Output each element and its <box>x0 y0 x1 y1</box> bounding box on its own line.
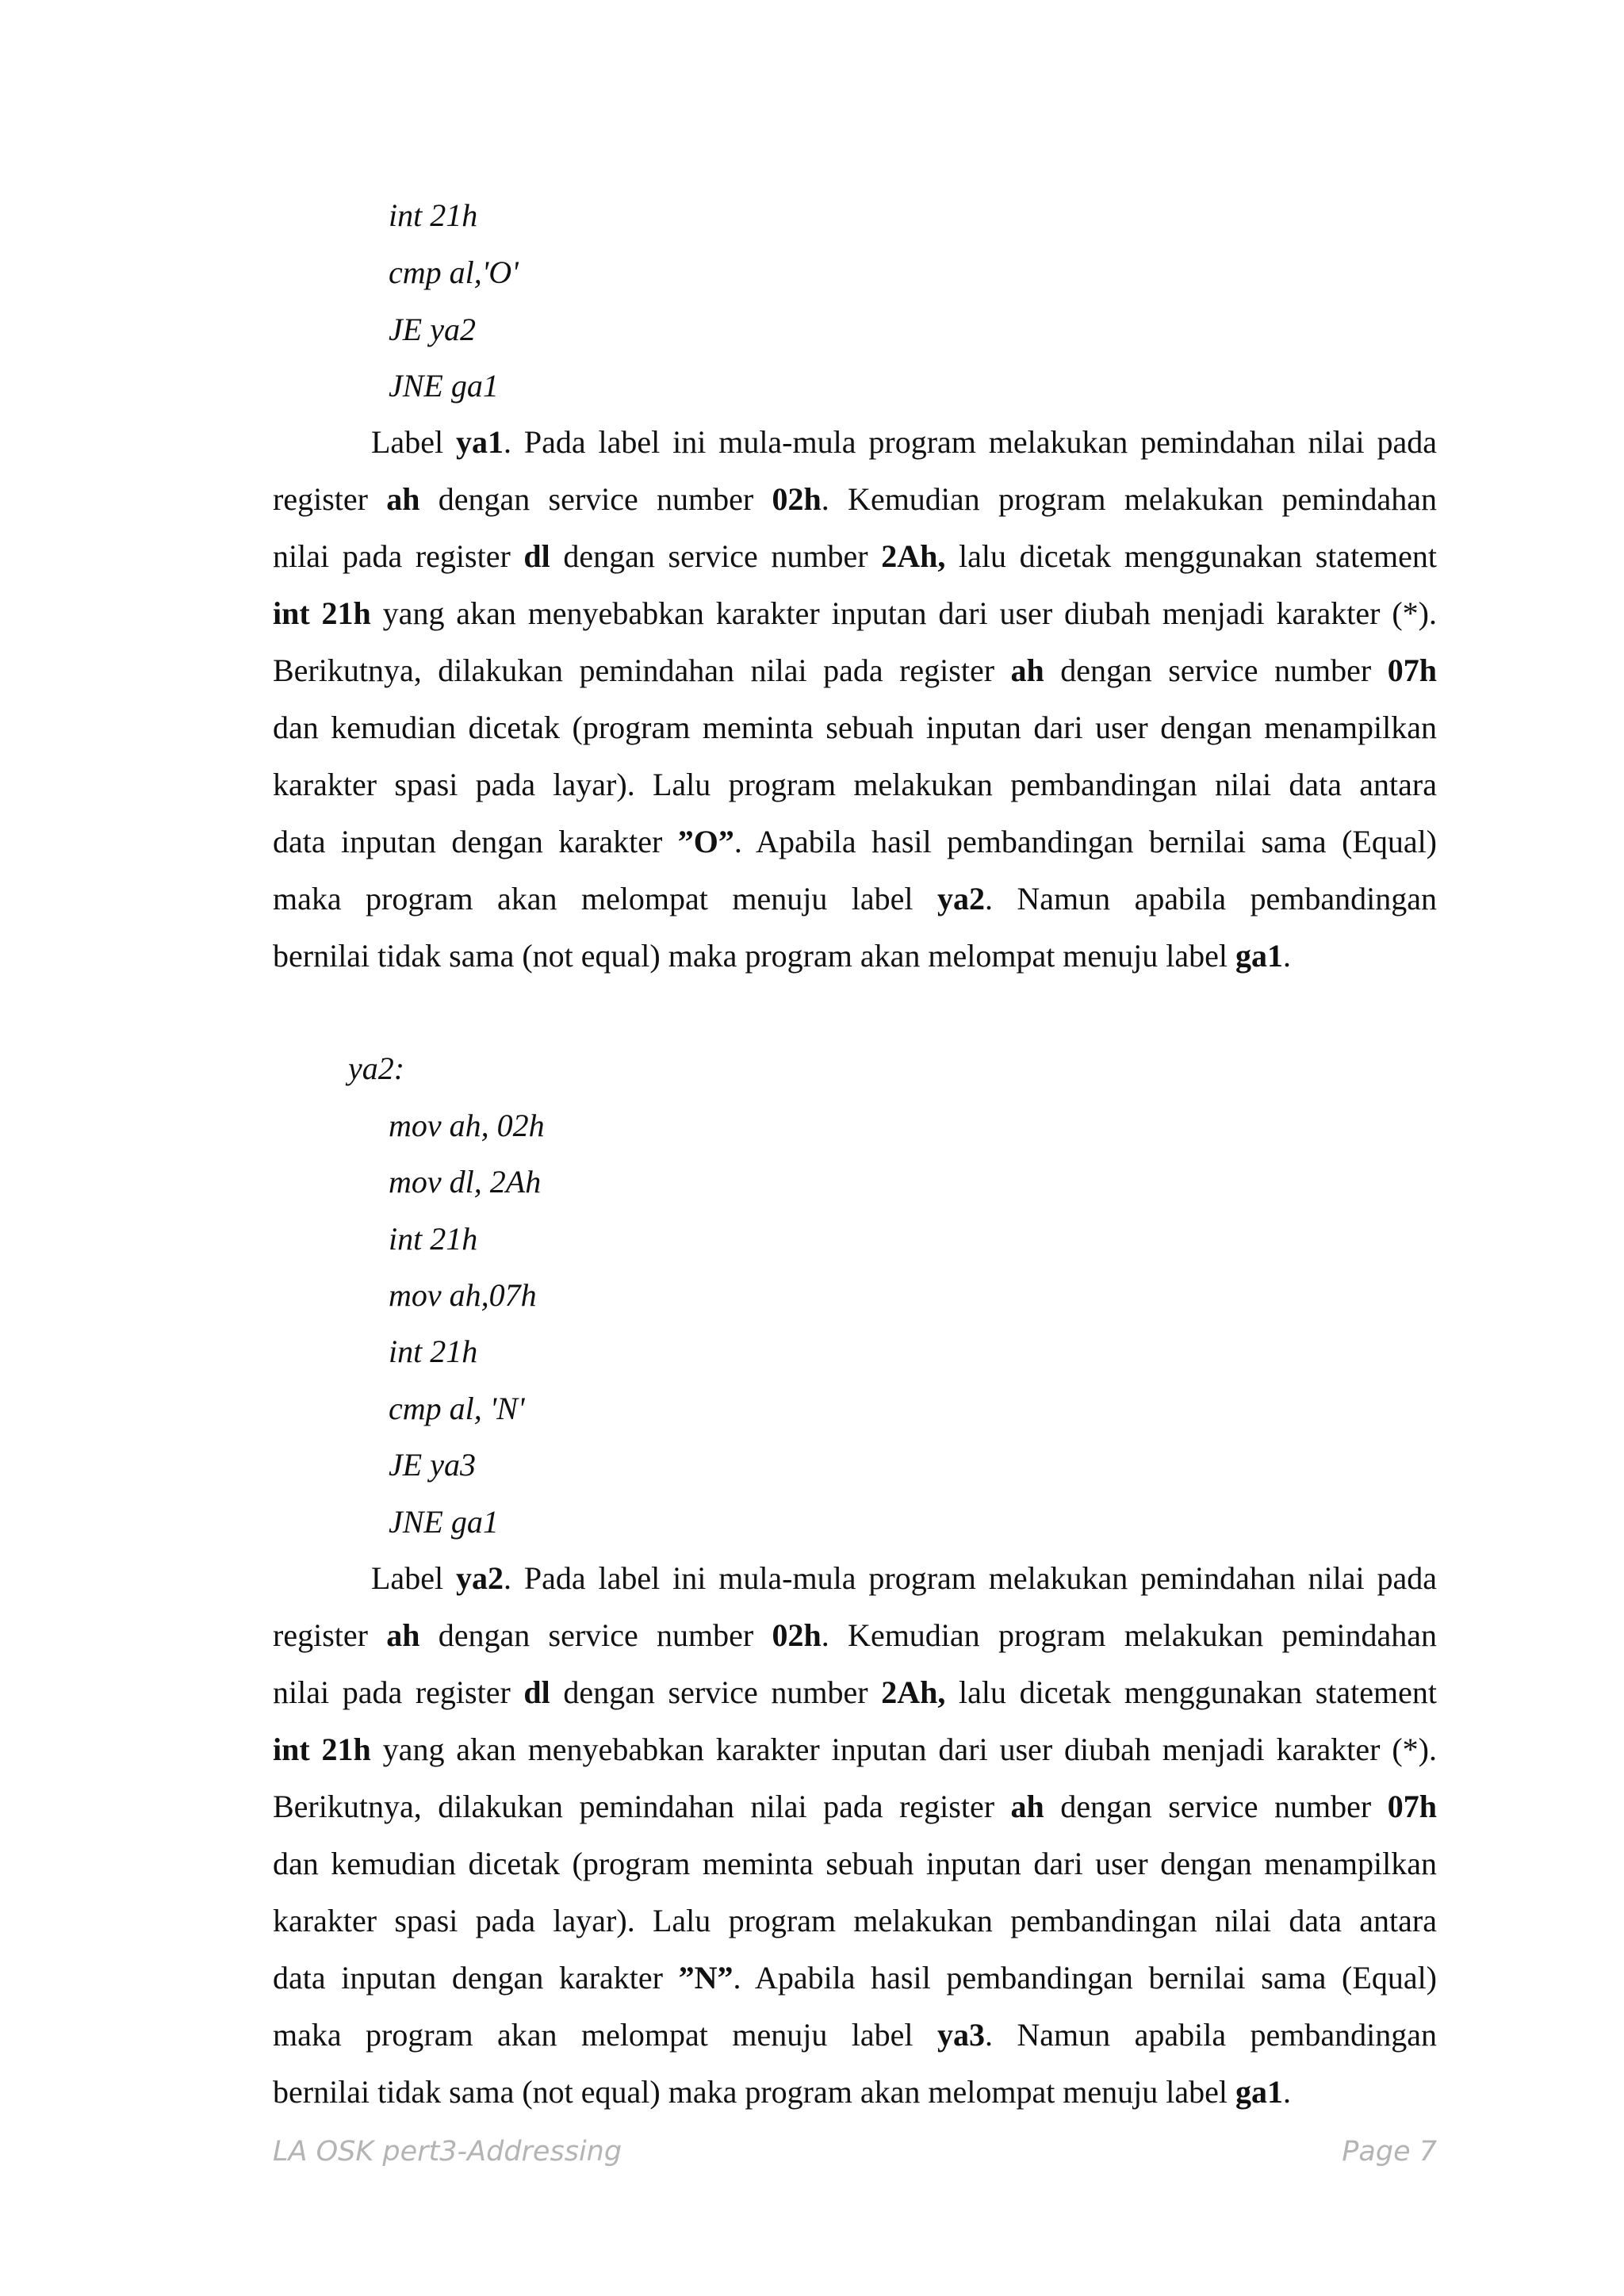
code-line: JE ya3 <box>389 1447 476 1483</box>
code-line: int 21h <box>389 1334 478 1369</box>
paragraph-line: dan kemudian dicetak (program meminta sebuah inputan dari user dengan menampilkan <box>273 1846 1437 1881</box>
code-line: mov ah,07h <box>389 1277 537 1313</box>
paragraph-line: bernilai tidak sama (not equal) maka program akan melompat menuju label ga1. <box>273 938 1292 974</box>
paragraph-line: register ah dengan service number 02h. Kemudian program melakukan pemindahan <box>273 481 1437 517</box>
paragraph-line: int 21h yang akan menyebabkan karakter inputan dari user diubah menjadi karakter (*). <box>273 1732 1437 1767</box>
paragraph-line: maka program akan melompat menuju label ya2. Namun apabila pembandingan <box>273 881 1438 916</box>
paragraph-line: nilai pada register dl dengan service number 2Ah, lalu dicetak menggunakan statement <box>273 1674 1437 1710</box>
paragraph-line: karakter spasi pada layar). Lalu program melakukan pembandingan nilai data antara <box>273 767 1437 802</box>
paragraph-line: maka program akan melompat menuju label ya3. Namun apabila pembandingan <box>273 2017 1438 2053</box>
code-line: cmp al,'O' <box>389 254 519 290</box>
paragraph-line: karakter spasi pada layar). Lalu program melakukan pembandingan nilai data antara <box>273 1903 1437 1938</box>
paragraph-line: nilai pada register dl dengan service number 2Ah, lalu dicetak menggunakan statement <box>273 538 1437 574</box>
paragraph-line: register ah dengan service number 02h. Kemudian program melakukan pemindahan <box>273 1617 1437 1653</box>
footer-document-title: LA OSK pert3-Addressing <box>273 2136 622 2168</box>
paragraph-line: data inputan dengan karakter ”O”. Apabila hasil pembandingan bernilai sama (Equal) <box>273 824 1438 859</box>
footer-page-number: Page 7 <box>1342 2136 1437 2168</box>
code-line: JNE ga1 <box>389 368 499 404</box>
paragraph-line: Label ya2. Pada label ini mula-mula program melakukan pemindahan nilai pada <box>371 1560 1437 1596</box>
code-line: JNE ga1 <box>389 1504 499 1540</box>
code-line: mov dl, 2Ah <box>389 1164 542 1200</box>
paragraph-line: Berikutnya, dilakukan pemindahan nilai pada register ah dengan service number 07h <box>273 1789 1438 1824</box>
code-line: mov ah, 02h <box>389 1108 545 1143</box>
paragraph-line: data inputan dengan karakter ”N”. Apabila hasil pembandingan bernilai sama (Equal) <box>273 1960 1438 1996</box>
code-label: ya2: <box>348 1050 405 1086</box>
code-line: int 21h <box>389 197 478 233</box>
code-line: cmp al, 'N' <box>389 1391 525 1426</box>
paragraph-line: bernilai tidak sama (not equal) maka program akan melompat menuju label ga1. <box>273 2074 1292 2110</box>
code-line: JE ya2 <box>389 312 476 347</box>
paragraph-line: Label ya1. Pada label ini mula-mula program melakukan pemindahan nilai pada <box>371 424 1437 460</box>
paragraph-line: dan kemudian dicetak (program meminta sebuah inputan dari user dengan menampilkan <box>273 710 1437 745</box>
paragraph-line: int 21h yang akan menyebabkan karakter inputan dari user diubah menjadi karakter (*). <box>273 595 1437 631</box>
paragraph-line: Berikutnya, dilakukan pemindahan nilai pada register ah dengan service number 07h <box>273 652 1438 688</box>
code-line: int 21h <box>389 1221 478 1257</box>
